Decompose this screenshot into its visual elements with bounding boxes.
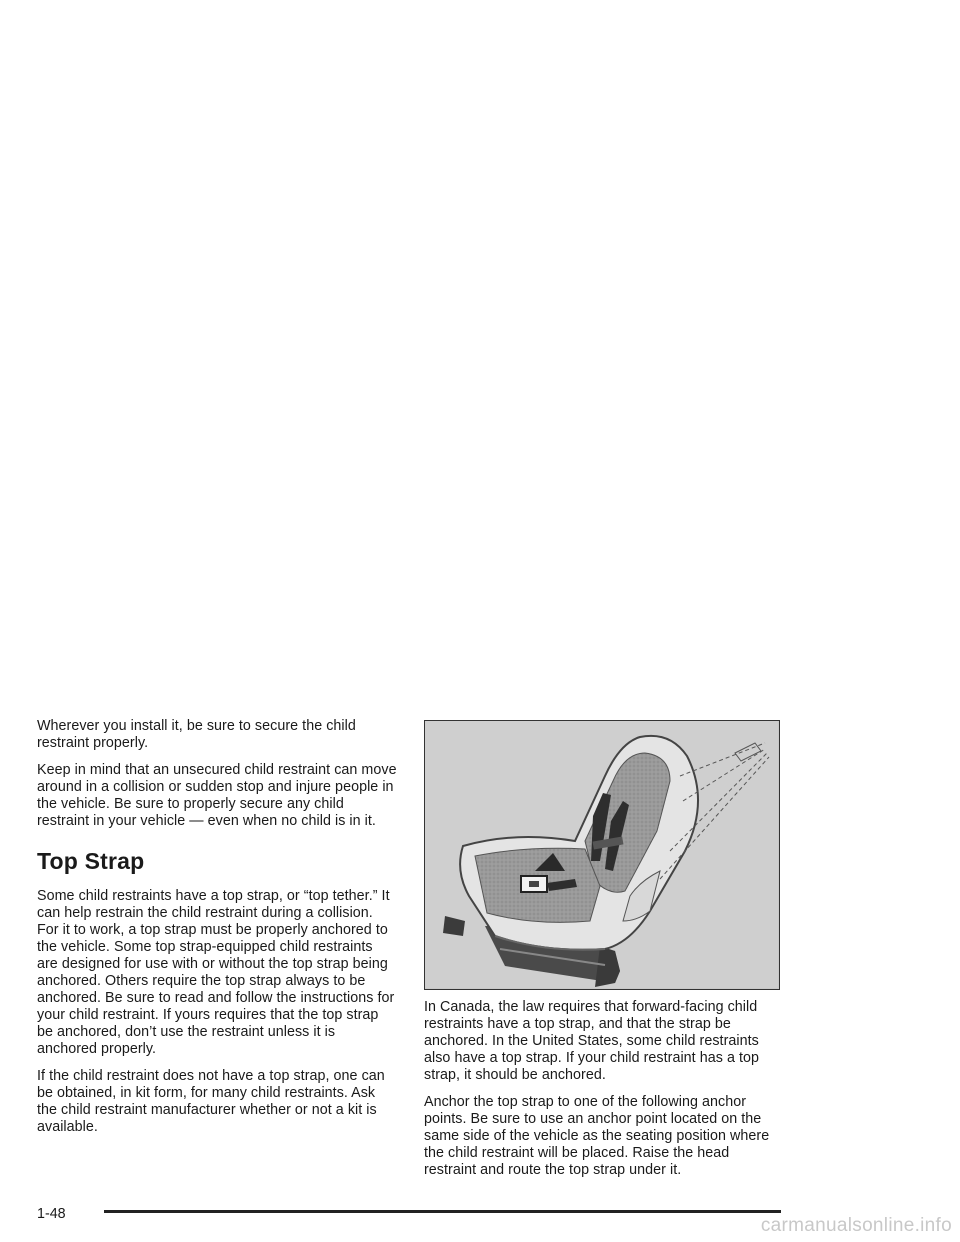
page-number: 1-48 bbox=[37, 1206, 66, 1222]
paragraph-anchor-points: Anchor the top strap to one of the following anchor points. Be sure to use an anchor point located on the same side of the vehicle as the seating position where the child restraint will be placed. Raise the head restraint and route the top strap under it. bbox=[424, 1094, 770, 1178]
footer-divider bbox=[104, 1210, 781, 1213]
paragraph-secure-restraint: Wherever you install it, be sure to secure the child restraint properly. bbox=[37, 718, 356, 751]
child-seat-illustration bbox=[424, 720, 780, 990]
section-heading-top-strap: Top Strap bbox=[37, 848, 145, 874]
paragraph-top-strap-kit: If the child restraint does not have a top strap, one can be obtained, in kit form, for many child restraints. Ask the child restraint manufacturer whether or not a kit is available. bbox=[37, 1068, 385, 1135]
right-column bbox=[424, 718, 784, 1189]
paragraph-top-strap-info: Some child restraints have a top strap, or “top tether.” It can help restrain the child restraint during a collision. For it to work, a top strap must be properly anchored to the vehicle. Some top strap-equipped child restraints are designed for use with or without the top strap being anchored. Others require the top strap always to be anchored. Be sure to read and follow the instructions for your child restraint. If yours requires that the top strap be anchored, don’t use the restraint unless it is anchored properly. bbox=[37, 888, 395, 1057]
left-column bbox=[37, 718, 397, 1146]
paragraph-unsecured-warning: Keep in mind that an unsecured child restraint can move around in a collision or sudden stop and injure people in the vehicle. Be sure to properly secure any child restraint in your vehicle — even when no child is in it. bbox=[37, 762, 397, 829]
child-seat-drawing bbox=[425, 721, 778, 988]
paragraph-canada-law: In Canada, the law requires that forward-facing child restraints have a top strap, and that the strap be anchored. In the United States, some child restraints also have a top strap. If your child restraint has a top strap, it should be anchored. bbox=[424, 999, 759, 1083]
watermark-text: carmanualsonline.info bbox=[760, 1215, 952, 1236]
